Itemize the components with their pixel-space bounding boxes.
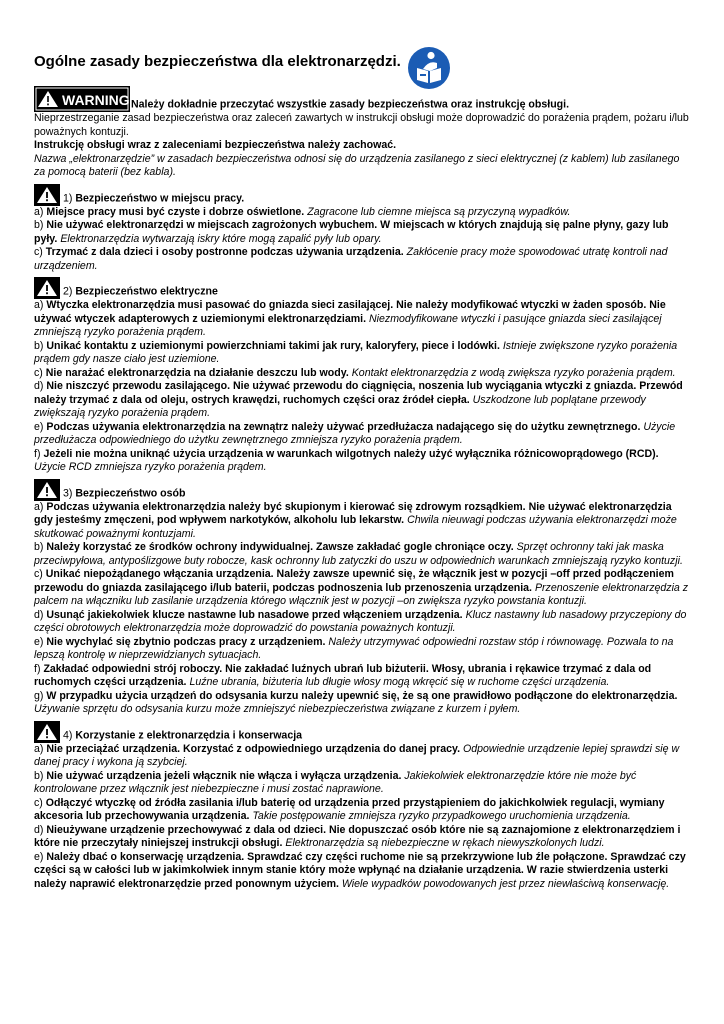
list-item [34, 448, 690, 475]
item-letter: a) [34, 500, 44, 513]
item-instruction: Wtyczka elektronarzędzia musi pasować do gniazda sieci zasilającej. Nie należy modyfikować wtyczki w żaden sposób. Nie używać wtyczek adapterowych z uziemionymi elektronarzędziami. [34, 299, 666, 325]
item-letter: g) [34, 689, 44, 702]
item-instruction: Zakładać odpowiedni strój roboczy. Nie zakładać luźnych ubrań lub biżuterii. Włosy, ubrania i rękawice trzymać z dala od ruchomych części urządzenia. [34, 662, 652, 688]
item-instruction: Miejsce pracy musi być czyste i dobrze oświetlone. [46, 205, 305, 218]
list-item [34, 636, 690, 663]
section-title: Bezpieczeństwo osób [75, 487, 186, 499]
item-instruction: Unikać niepożądanego włączania urządzenia. Należy zawsze upewnić się, że włącznik jest w pozycji –off przed podłączeniem przewodu do gniazda zasilającego i/lub baterii, podczas podnoszenia lub przenoszenia urządzenia. [34, 568, 674, 594]
item-letter: f) [34, 447, 41, 460]
item-letter: d) [34, 608, 44, 621]
item-explanation: Jakiekolwiek elektronarzędzie które nie może być kontrolowane przez włącznik jest niebezpieczne i musi zostać naprawione. [34, 769, 637, 795]
list-item [34, 797, 690, 824]
item-instruction: Odłączyć wtyczkę od źródła zasilania i/lub baterię od urządzenia przed przystąpieniem do jakichkolwiek regulacji, wymiany akcesoria lub przechowywania urządzenia. [34, 796, 665, 822]
item-instruction: Usunąć jakiekolwiek klucze nastawne lub nasadowe przed włączeniem urządzenia. [46, 608, 463, 621]
section-title: Bezpieczeństwo w miejscu pracy. [75, 192, 245, 204]
item-explanation: Uszkodzone lub poplątane przewody zwiększają ryzyko porażenia prądem. [34, 393, 646, 419]
section-number: 3) [63, 487, 73, 499]
item-explanation: Odpowiednie urządzenie lepiej sprawdzi się w danej pracy i wykona ją szybciej. [34, 742, 680, 768]
list-item [34, 663, 690, 690]
item-letter: d) [34, 823, 44, 836]
item-explanation: Kontakt elektronarzędzia z wodą zwiększa ryzyko porażenia prądem. [351, 366, 676, 379]
item-instruction: Nie niszczyć przewodu zasilającego. Nie używać przewodu do ciągnięcia, noszenia lub wyciągania wtyczki z gniazda. Przewód należy trzymać z dala od oleju, ostrych krawędzi, ruchomych części oraz źródeł ciepła. [34, 380, 683, 406]
item-instruction: Należy korzystać ze środków ochrony indywidualnej. Zawsze zakładać gogle chroniące oczy. [46, 541, 514, 553]
item-letter: b) [34, 339, 44, 352]
item-instruction: Jeżeli nie można uniknąć użycia urządzenia w warunkach wilgotnych należy użyć wyłącznika różnicowoprądowego (RCD). [43, 447, 659, 460]
section-heading [34, 479, 690, 501]
item-letter: b) [34, 769, 44, 782]
item-explanation: Przenoszenie elektronarzędzia z palcem na włączniku lub zasilanie urządzenia którego włącznik jest w pozycji –on zwiększa ryzyko powstania kontuzji. [34, 581, 689, 607]
list-item [34, 568, 690, 609]
item-letter: c) [34, 568, 43, 580]
item-explanation: Użycie przedłużacza odpowiedniego do użytku zewnętrznego zmniejsza ryzyko porażenia prądem. [34, 420, 676, 446]
item-explanation: Sprzęt ochronny taki jak maska przeciwpyłowa, antypoślizgowe buty robocze, kask ochronny lub zatyczki do uszu w odpowiednich warunkach zmniejszają ryzyko kontuzji. [34, 541, 683, 567]
item-letter: c) [34, 366, 43, 379]
item-explanation: Wiele wypadków powodowanych jest przez niewłaściwą konserwację. [341, 877, 670, 890]
section-title: Korzystanie z elektronarzędzia i konserwacja [75, 729, 303, 741]
item-letter: e) [34, 420, 44, 433]
item-letter: a) [34, 205, 44, 218]
item-letter: a) [34, 299, 44, 311]
item-letter: c) [34, 246, 43, 258]
section-title: Bezpieczeństwo elektryczne [75, 285, 218, 298]
item-instruction: Podczas używania elektronarzędzia na zewnątrz należy używać przedłużacza nadającego się do użytku zewnętrznego. [46, 420, 641, 433]
item-explanation: Należy utrzymywać odpowiedni rozstaw stóp i równowagę. Pozwala to na lepszą kontrolę w nieprzewidzianych sytuacjach. [34, 635, 674, 661]
item-instruction: Należy dbać o konserwację urządzenia. Sprawdzać czy części ruchome nie są przekrzywione lub źle połączone. Sprawdzać czy części są w całości lub w jakimkolwiek innym stanie który może wpłynąć na działanie urządzenia. W razie stwierdzenia usterki należy naprawić elektronarzędzie przed ponownym użyciem. [34, 850, 686, 890]
warning-triangle-icon [34, 721, 60, 743]
item-explanation: Istnieje zwiększone ryzyko porażenia prądem gdy nasze ciało jest uziemione. [34, 339, 678, 365]
item-instruction: Nie wychylać się zbytnio podczas pracy z urządzeniem. [46, 635, 326, 648]
warning-triangle-icon [34, 479, 60, 501]
item-explanation: Elektronarzędzia są niebezpieczne w rękach niewyszkolonych ludzi. [285, 837, 605, 849]
warning-note: Nazwa „elektronarzędzie” w zasadach bezpieczeństwa odnosi się do urządzenia zasilanego z sieci elektrycznej (z kablem) lub zasilanego za pomocą baterii (bez kabla). [34, 152, 680, 178]
item-letter: e) [34, 635, 44, 648]
list-item [34, 690, 690, 717]
item-letter: e) [34, 850, 44, 863]
warning-triangle-icon [34, 277, 60, 299]
page-title: Ogólne zasady bezpieczeństwa dla elektronarzędzi. [34, 53, 401, 70]
list-item [34, 770, 690, 797]
item-letter: f) [34, 662, 41, 675]
list-item [34, 380, 690, 421]
list-item [34, 299, 690, 340]
list-item [34, 501, 690, 542]
warning-text: Nieprzestrzeganie zasad bezpieczeństwa oraz zaleceń zawartych w instrukcji obsługi może doprowadzić do porażenia prądem, pożaru i/lub poważnych kontuzji. [34, 112, 689, 138]
list-item [34, 609, 690, 636]
item-instruction: Nie używać urządzenia jeżeli włącznik nie włącza i wyłącza urządzenia. [46, 769, 402, 782]
item-explanation: Elektronarzędzia wytwarzają iskry które mogą zapalić pyły lub opary. [60, 232, 382, 245]
item-letter: b) [34, 541, 44, 553]
list-item [34, 367, 690, 381]
item-explanation: Używanie sprzętu do odsysania kurzu może zmniejszyć niebezpieczeństwa związane z kurzem i pyłem. [34, 703, 521, 715]
item-explanation: Zakłócenie pracy może spowodować utratę kontroli nad urządzeniem. [34, 246, 668, 272]
list-item [34, 219, 690, 246]
item-letter: b) [34, 219, 44, 231]
item-instruction: Nieużywane urządzenie przechowywać z dala od dzieci. Nie dopuszczać osób które nie są zaznajomione z elektronarzędziem i które nie przeczytały niniejszej instrukcji obsługi. [34, 823, 681, 849]
warning-badge [34, 86, 130, 112]
item-explanation: Użycie RCD zmniejsza ryzyko porażenia prądem. [34, 461, 267, 473]
item-explanation: Chwila nieuwagi podczas używania elektronarzędzi może skutkować poważnymi kontuzjami. [34, 514, 677, 540]
item-explanation: Luźne ubrania, biżuteria lub długie włosy mogą wkręcić się w ruchome części urządzenia. [189, 676, 610, 688]
section-number: 4) [63, 729, 73, 741]
warning-badge-label: WARNING [62, 92, 130, 108]
item-instruction: Nie używać elektronarzędzi w miejscach zagrożonych wybuchem. W miejscach w których znajdują się palne płyny, gazy lub pyły. [34, 219, 669, 245]
content [34, 84, 690, 891]
item-instruction: W przypadku użycia urządzeń do odsysania kurzu należy upewnić się, że są one prawidłowo podłączone do elektronarzędzia. [46, 689, 678, 702]
list-item [34, 851, 690, 892]
list-item [34, 743, 690, 770]
item-explanation: Niezmodyfikowane wtyczki i pasujące gniazda sieci zasilającej zmniejszą ryzyko porażenia prądem. [34, 312, 662, 338]
item-explanation: Klucz nastawny lub nasadowy przyczepiony do części obrotowych elektronarzędzia może doprowadzić do powstania poważnych kontuzji. [34, 608, 687, 634]
warning-heading: Należy dokładnie przeczytać wszystkie zasady bezpieczeństwa oraz instrukcję obsługi. [131, 98, 570, 111]
item-letter: d) [34, 380, 44, 392]
list-item [34, 246, 690, 273]
section-heading [34, 277, 690, 299]
list-item [34, 206, 690, 220]
item-instruction: Nie narażać elektronarzędzia na działanie deszczu lub wody. [45, 366, 349, 379]
item-instruction: Nie przeciążać urządzenia. Korzystać z odpowiedniego urządzenia do danej pracy. [46, 742, 461, 755]
list-item [34, 824, 690, 851]
warning-block [34, 86, 690, 112]
item-explanation: Takie postępowanie zmniejsza ryzyko przypadkowego uruchomienia urządzenia. [252, 810, 631, 822]
list-item [34, 541, 690, 568]
warning-keep: Instrukcję obsługi wraz z zaleceniami bezpieczeństwa należy zachować. [34, 139, 397, 151]
item-instruction: Unikać kontaktu z uziemionymi powierzchniami takimi jak rury, kaloryfery, piece i lodówki. [46, 339, 500, 352]
sections [34, 184, 690, 892]
item-instruction: Podczas używania elektronarzędzia należy być skupionym i kierować się zdrowym rozsądkiem. Nie używać elektronarzędzia gdy jesteśmy zmęczeni, pod wpływem narkotyków, alkoholu lub lekarstw. [34, 500, 672, 526]
list-item [34, 421, 690, 448]
item-explanation: Zagracone lub ciemne miejsca są przyczyną wypadków. [307, 205, 571, 218]
section-heading [34, 721, 690, 743]
item-letter: a) [34, 742, 44, 755]
item-instruction: Trzymać z dala dzieci i osoby postronne podczas używania urządzenia. [45, 246, 404, 258]
warning-triangle-icon [34, 184, 60, 206]
list-item [34, 340, 690, 367]
section-heading [34, 184, 690, 206]
item-letter: c) [34, 796, 43, 809]
section-number: 2) [63, 285, 73, 298]
section-number: 1) [63, 192, 73, 204]
